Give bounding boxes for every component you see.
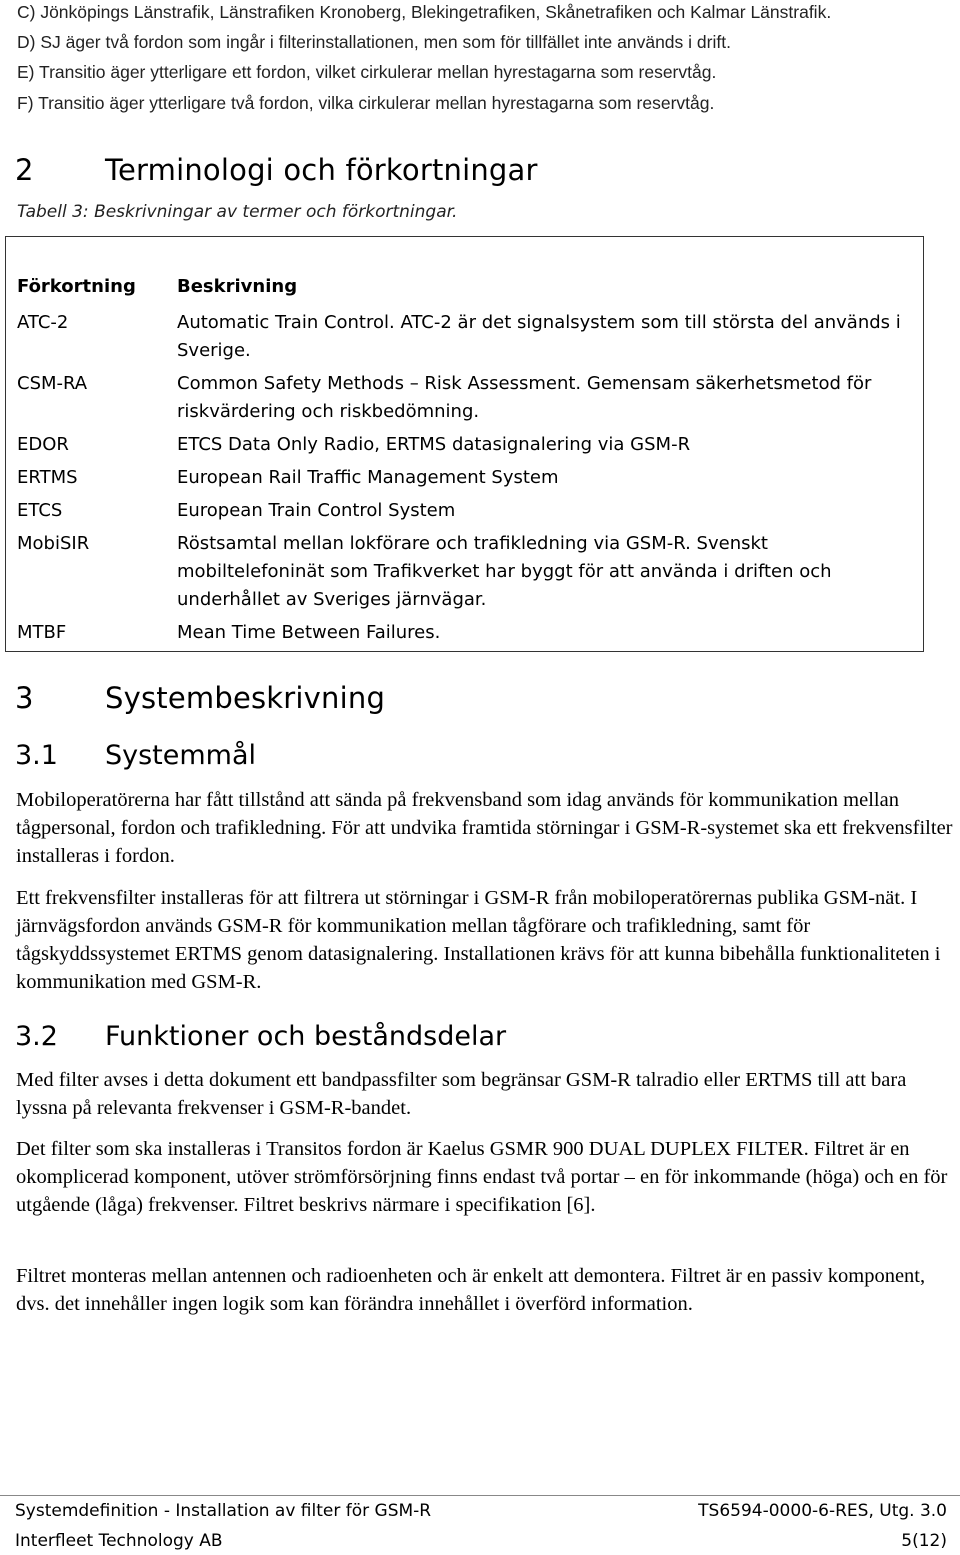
section-title: Systemmål xyxy=(105,740,257,771)
section-title: Funktioner och beståndsdelar xyxy=(105,1021,507,1052)
section-3-heading xyxy=(15,681,385,715)
list-item-f: F) Transitio äger ytterligare två fordon, vilka cirkulerar mellan hyrestagarna som reservtåg. xyxy=(17,93,715,113)
term-abbr: ETCS xyxy=(17,500,63,521)
table-row xyxy=(6,614,924,652)
term-desc: Common Safety Methods – Risk Assessment. Gemensam säkerhetsmetod för riskvärdering och riskbedömning. xyxy=(177,373,872,422)
section-3-1-heading xyxy=(15,740,256,771)
list-item-c: C) Jönköpings Länstrafik, Länstrafiken Kronoberg, Blekingetrafiken, Skånetrafiken och Kalmar Länstrafik. xyxy=(17,2,832,22)
header-description: Beskrivning xyxy=(177,276,298,297)
term-desc: ETCS Data Only Radio, ERTMS datasignalering via GSM-R xyxy=(177,434,691,455)
section-3-2-heading xyxy=(15,1021,506,1052)
term-abbr: ATC-2 xyxy=(17,312,69,333)
term-desc: European Train Control System xyxy=(177,500,456,521)
term-abbr: EDOR xyxy=(17,434,69,455)
section-number: 2 xyxy=(15,153,34,187)
table-row xyxy=(6,365,924,426)
term-desc: Automatic Train Control. ATC-2 är det signalsystem som till största del används i Sverige. xyxy=(177,312,901,361)
section-2-heading xyxy=(15,153,538,187)
term-desc: European Rail Traffic Management System xyxy=(177,467,559,488)
section-number: 3.2 xyxy=(15,1021,58,1052)
table-row xyxy=(6,301,924,365)
term-abbr: ERTMS xyxy=(17,467,78,488)
section-number: 3 xyxy=(15,681,34,715)
table-header-row xyxy=(6,237,924,302)
list-item-d: D) SJ äger två fordon som ingår i filterinstallationen, men som för tillfället inte används i drift. xyxy=(17,32,731,52)
paragraph: Filtret monteras mellan antennen och radioenheten och är enkelt att demontera. Filtret är en passiv komponent, dvs. det innehåller ingen logik som kan förändra innehållet i överförd information. xyxy=(16,1265,926,1315)
term-abbr: CSM-RA xyxy=(17,373,88,394)
section-number: 3.1 xyxy=(15,740,58,771)
footer-company: Interfleet Technology AB xyxy=(15,1531,223,1551)
table-row xyxy=(6,525,924,614)
table-row xyxy=(6,492,924,525)
section-title: Terminologi och förkortningar xyxy=(105,153,538,187)
header-abbreviation: Förkortning xyxy=(17,276,136,297)
paragraph: Ett frekvensfilter installeras för att filtrera ut störningar i GSM-R från mobiloperatörernas publika GSM-nät. I järnvägsfordon används GSM-R för kommunikation mellan tågförare och trafikledning, samt för tågskyddssystemet ERTMS genom datasignalering. Installationen krävs för att kunna bibehålla funktionaliteten i kommunikation med GSM-R. xyxy=(16,887,941,993)
list-item-e: E) Transitio äger ytterligare ett fordon, vilket cirkulerar mellan hyrestagarna som reservtåg. xyxy=(17,62,717,82)
section-title: Systembeskrivning xyxy=(105,681,386,715)
paragraph: Med filter avses i detta dokument ett bandpassfilter som begränsar GSM-R talradio eller ERTMS till att bara lyssna på relevanta frekvenser i GSM-R-bandet. xyxy=(16,1069,907,1119)
table-caption: Tabell 3: Beskrivningar av termer och förkortningar. xyxy=(17,202,458,222)
footer-divider xyxy=(0,1495,960,1496)
term-desc: Mean Time Between Failures. xyxy=(177,622,441,643)
footer-page-number: 5(12) xyxy=(901,1531,947,1551)
term-abbr: MTBF xyxy=(17,622,67,643)
table-row xyxy=(6,459,924,492)
term-abbr: MobiSIR xyxy=(17,533,90,554)
paragraph: Mobiloperatörerna har fått tillstånd att sända på frekvensband som idag används för kommunikation mellan tågpersonal, fordon och trafikledning. För att undvika framtida störningar i GSM-R-systemet ska ett frekvensfilter installeras i fordon. xyxy=(16,789,953,867)
terms-table xyxy=(5,236,924,652)
paragraph: Det filter som ska installeras i Transitos fordon är Kaelus GSMR 900 DUAL DUPLEX FILTER. Filtret är en okomplicerad komponent, utöver strömförsörjning finns endast två portar – en för inkommande (höga) och en för utgående (låga) frekvenser. Filtret beskrivs närmare i specifikation [6]. xyxy=(16,1138,948,1216)
footer-doc-id: TS6594-0000-6-RES, Utg. 3.0 xyxy=(698,1501,947,1521)
table-row xyxy=(6,426,924,459)
footer-doc-title: Systemdefinition - Installation av filter för GSM-R xyxy=(15,1501,432,1521)
term-desc: Röstsamtal mellan lokförare och trafikledning via GSM-R. Svenskt mobiltelefoninät som Trafikverket har byggt för att använda i driften och underhållet av Sveriges järnvägar. xyxy=(177,533,832,610)
